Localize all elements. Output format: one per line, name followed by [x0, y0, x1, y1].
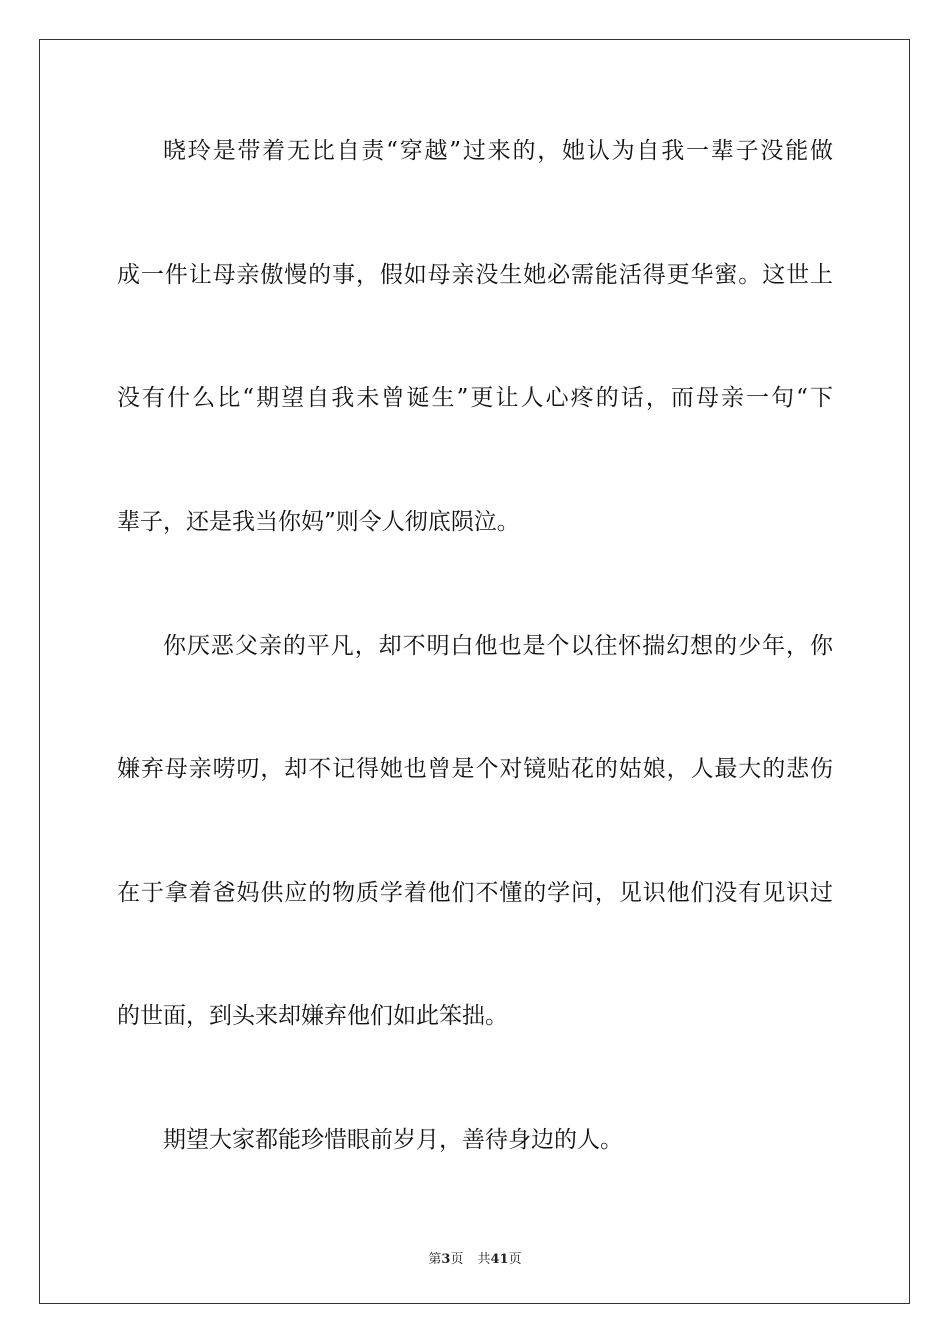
total-suffix: 页 [508, 1252, 522, 1267]
page-border [39, 39, 910, 1304]
paragraph-1-line-1: 晓玲是带着无比自责“穿越”过来的，她认为自我一辈子没能做 [163, 138, 833, 164]
paragraph-2-line-2: 嫌弃母亲唠叨，却不记得她也曾是个对镜贴花的姑娘，人最大的悲伤 [117, 756, 833, 782]
page-suffix: 页 [450, 1252, 464, 1267]
paragraph-1-line-4: 辈子，还是我当你妈”则令人彻底陨泣。 [117, 509, 520, 535]
paragraph-2-line-1: 你厌恶父亲的平凡，却不明白他也是个以往怀揣幻想的少年，你 [163, 633, 833, 659]
paragraph-2-line-4: 的世面，到头来却嫌弃他们如此笨拙。 [117, 1003, 508, 1029]
page-footer [0, 1248, 950, 1267]
paragraph-1-line-3: 没有什么比“期望自我未曾诞生”更让人心疼的话，而母亲一句“下 [117, 385, 833, 411]
page-number: 3 [441, 1252, 451, 1267]
paragraph-2-line-3: 在于拿着爸妈供应的物质学着他们不懂的学问，见识他们没有见识过 [117, 880, 833, 906]
paragraph-1-line-2: 成一件让母亲傲慢的事，假如母亲没生她必需能活得更华蜜。这世上 [117, 262, 833, 288]
total-pages: 41 [490, 1252, 509, 1267]
total-prefix: 共 [477, 1252, 491, 1267]
page-prefix: 第 [428, 1252, 442, 1267]
paragraph-3-line-1: 期望大家都能珍惜眼前岁月，善待身边的人。 [163, 1127, 623, 1153]
